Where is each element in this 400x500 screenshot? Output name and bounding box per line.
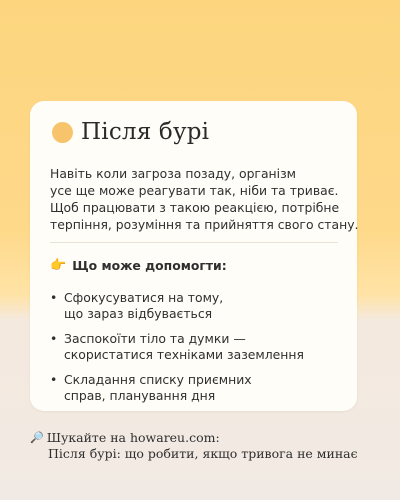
footer-site-text: Шукайте на howareu.com:: [46, 430, 220, 445]
list-item-line: Заспокоїти тіло та думки —: [64, 331, 246, 346]
divider: [50, 242, 338, 243]
pointing-hand-icon: 👉: [50, 258, 67, 273]
list-item-line: Складання списку приємних: [64, 372, 252, 387]
bullet-icon: •: [50, 372, 58, 387]
intro-line: Навіть коли загроза позаду, організм: [50, 166, 297, 181]
bullet-icon: •: [50, 331, 58, 346]
footer-article-title: Після бурі: що робити, якщо тривога не минає: [48, 446, 358, 461]
list-item-line: скористатися техніками заземлення: [64, 347, 304, 362]
help-heading: [50, 258, 227, 273]
info-card: [30, 101, 357, 411]
help-list: [50, 290, 350, 413]
footer-line-1: [30, 430, 358, 446]
list-item-line: справ, планування дня: [64, 388, 216, 403]
intro-line: терпіння, розуміння та прийняття свого стану.: [50, 217, 359, 232]
list-item-line: Сфокусуватися на тому,: [64, 290, 224, 305]
footer: [30, 430, 358, 462]
help-heading-label: Що може допомогти:: [72, 258, 227, 273]
bullet-icon: •: [50, 290, 58, 305]
sun-icon: [52, 122, 73, 143]
intro-line: усе ще може реагувати так, ніби та триває.: [50, 183, 339, 198]
list-item: [50, 290, 350, 322]
list-item-line: що зараз відбувається: [64, 306, 213, 321]
list-item: [50, 372, 350, 404]
list-item: [50, 331, 350, 363]
card-title: Після бурі: [81, 119, 210, 145]
intro-line: Щоб працювати з такою реакцією, потрібне: [50, 200, 340, 215]
magnifier-icon: 🔎: [30, 431, 44, 444]
title-row: [52, 119, 209, 145]
intro-text: [50, 165, 359, 233]
